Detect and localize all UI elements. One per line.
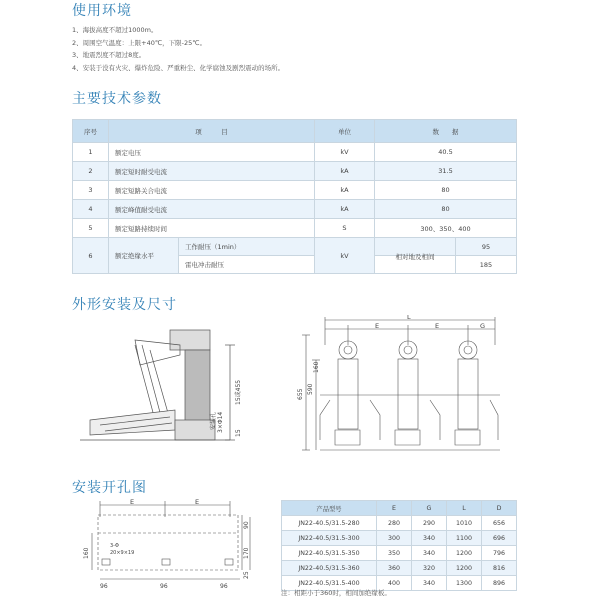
cell-e: 300 — [377, 531, 412, 546]
dim-170: 170 — [243, 547, 250, 559]
hole-drawing — [80, 497, 255, 592]
condition-item: 1、海拔高度不超过1000m。 — [72, 26, 158, 34]
table-row — [282, 516, 517, 531]
cell-unit: kA — [315, 200, 375, 219]
cell-g: 340 — [412, 576, 447, 591]
cell-value: 80 — [375, 200, 517, 219]
cell-model: JN22-40.5/31.5-400 — [282, 576, 377, 591]
cell-value: 40.5 — [375, 143, 517, 162]
dim-25: 25 — [243, 571, 250, 579]
condition-item: 2、周围空气温度：上限+40℃，下限-25℃。 — [72, 38, 207, 47]
slot-label: 20×9×19 — [110, 550, 135, 556]
dim-header-model: 产品型号 — [282, 501, 377, 516]
cell-l: 1200 — [447, 546, 482, 561]
dim-header-e: E — [377, 501, 412, 516]
dim-96-2: 96 — [160, 583, 168, 590]
cell-item: 额定短路持续时间 — [109, 219, 315, 238]
spec-table — [72, 119, 517, 274]
cell-d: 816 — [482, 561, 517, 576]
cell-value: 95 — [455, 238, 516, 255]
cell-l: 1010 — [447, 516, 482, 531]
cell-unit: kV — [315, 238, 375, 274]
table-row — [73, 162, 517, 181]
dim-header-g: G — [412, 501, 447, 516]
dimension-table — [281, 500, 517, 591]
section-title-outline: 外形安装及尺寸 — [72, 297, 177, 313]
cell-g: 340 — [412, 546, 447, 561]
cell-model: JN22-40.5/31.5-300 — [282, 531, 377, 546]
cell-value: 300、350、400 — [375, 219, 517, 238]
table-row — [73, 181, 517, 200]
cell-value: 31.5 — [375, 162, 517, 181]
cell-subitem: 工作耐压（1min） — [179, 238, 315, 256]
cell-model: JN22-40.5/31.5-360 — [282, 561, 377, 576]
dim-E-2: E — [435, 322, 440, 330]
spec-header-no: 序号 — [73, 120, 109, 143]
cell-item: 额定短时耐受电流 — [109, 162, 315, 181]
cell-item: 额定短路关合电流 — [109, 181, 315, 200]
cell-d: 696 — [482, 531, 517, 546]
conditions-list — [72, 24, 284, 74]
cell-g: 290 — [412, 516, 447, 531]
cell-no: 5 — [73, 219, 109, 238]
table-row — [73, 143, 517, 162]
table-row — [282, 531, 517, 546]
cell-e: 360 — [377, 561, 412, 576]
dim-590: 590 — [307, 383, 314, 395]
cell-no: 6 — [73, 238, 109, 274]
dim-header-l: L — [447, 501, 482, 516]
dimension-note: 注：相距小于360时，相间加绝缘板。 — [281, 589, 391, 597]
table-row — [73, 200, 517, 219]
cell-no: 2 — [73, 162, 109, 181]
dim-L: L — [407, 315, 411, 321]
cell-g: 320 — [412, 561, 447, 576]
cell-item: 额定峰值耐受电流 — [109, 200, 315, 219]
cell-item: 额定电压 — [109, 143, 315, 162]
cell-no: 4 — [73, 200, 109, 219]
spec-header-data: 数 据 — [375, 120, 517, 143]
dim-E-1: E — [375, 322, 380, 330]
dim-96-3: 96 — [220, 583, 228, 590]
cell-no: 3 — [73, 181, 109, 200]
dim-15: 15 — [235, 429, 242, 437]
cell-d: 656 — [482, 516, 517, 531]
cell-model: JN22-40.5/31.5-350 — [282, 546, 377, 561]
cell-value: 80 — [375, 181, 517, 200]
hole-label: 3-Φ — [110, 543, 119, 549]
front-view-drawing — [290, 315, 515, 465]
dim-655: 655 — [297, 388, 304, 400]
table-row — [282, 546, 517, 561]
dim-15-455: 15或455 — [235, 379, 242, 405]
cell-e: 350 — [377, 546, 412, 561]
section-title-holes: 安装开孔图 — [72, 480, 147, 496]
cell-d: 896 — [482, 576, 517, 591]
dim-E-2: E — [195, 498, 200, 506]
section-title-environment: 使用环境 — [72, 3, 132, 19]
cell-l: 1100 — [447, 531, 482, 546]
cell-no: 1 — [73, 143, 109, 162]
condition-item: 3、地震烈度不超过8度。 — [72, 51, 146, 59]
spec-header-item: 项 目 — [109, 120, 315, 143]
dim-header-d: D — [482, 501, 517, 516]
cell-value: 185 — [455, 256, 516, 273]
cell-model: JN22-40.5/31.5-280 — [282, 516, 377, 531]
dim-90: 90 — [243, 521, 250, 529]
dim-G: G — [480, 322, 486, 330]
cell-e: 280 — [377, 516, 412, 531]
side-view-drawing — [80, 325, 255, 465]
spec-header-unit: 单位 — [315, 120, 375, 143]
cell-g: 340 — [412, 531, 447, 546]
table-row — [73, 219, 517, 238]
dim-m14: 3×Φ14 — [217, 411, 224, 433]
cell-condition: 相对地及相间 — [395, 253, 435, 261]
dim-E-1: E — [130, 498, 135, 506]
cell-e: 400 — [377, 576, 412, 591]
cell-item: 额定绝缘水平 — [109, 238, 179, 274]
cell-unit: kA — [315, 181, 375, 200]
cell-l: 1200 — [447, 561, 482, 576]
section-title-params: 主要技术参数 — [72, 91, 162, 107]
cell-unit: kV — [315, 143, 375, 162]
condition-item: 4、安装于没有火灾、爆炸危险、严重粉尘、化学腐蚀及剧烈震动的场所。 — [72, 63, 285, 72]
cell-unit: kA — [315, 162, 375, 181]
dim-160: 160 — [313, 361, 320, 373]
table-row — [282, 561, 517, 576]
cell-d: 796 — [482, 546, 517, 561]
cell-unit: S — [315, 219, 375, 238]
dim-96-1: 96 — [100, 583, 108, 590]
dim-160: 160 — [83, 547, 90, 559]
cell-subitem: 雷电冲击耐压 — [179, 256, 315, 274]
cell-l: 1300 — [447, 576, 482, 591]
mount-hole-label: 安装孔 — [210, 411, 217, 430]
